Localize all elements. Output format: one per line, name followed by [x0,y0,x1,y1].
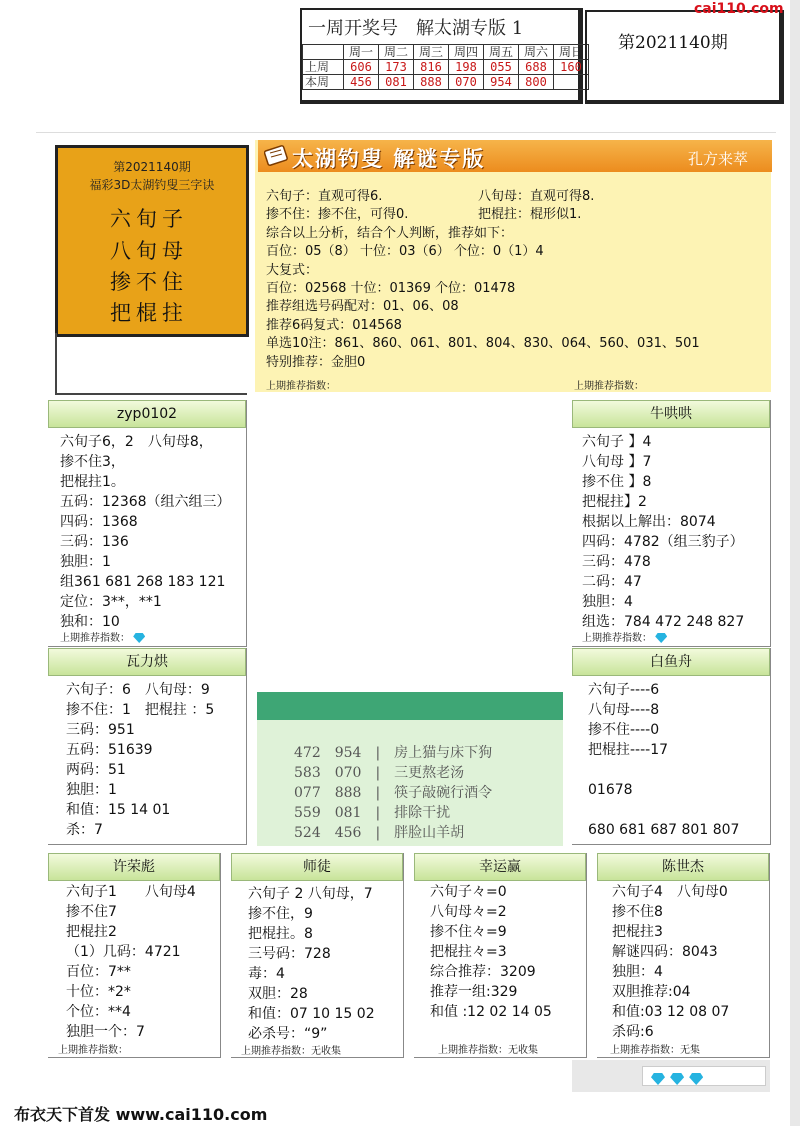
tip-line: 独和：10 [60,614,120,630]
analysis-line: 八旬母：直观可得8. [478,189,595,204]
poem-card-frame [55,333,247,395]
tip-line: 和值：07 10 15 02 [248,1006,375,1022]
prev-index-label: 上期推荐指数： [60,633,130,644]
box-niuhonghong-content [582,432,744,632]
tip-line [588,760,739,780]
draw-number [554,75,589,90]
tip-line: 独胆：1 [66,782,117,798]
poem-verse: 把棍拄 [110,301,188,325]
tip-line: 八旬母 】7 [582,454,652,470]
tip-line: 把棍拄2 [66,924,117,940]
diamond-icon [670,1073,684,1085]
tip-line: 掺不住7 [66,904,117,920]
tip-line: 推荐一组:329 [430,984,518,1000]
prev-index-label: 上期推荐指数： [266,381,336,392]
tip-line: 八旬母々=2 [430,904,507,920]
prev-index-label: 上期推荐指数：无收集 [241,1046,341,1057]
box-title: 白鱼舟 [572,648,770,676]
tip-line: 把棍拄】2 [582,494,647,510]
tip-line: 六旬子 2 八旬母，7 [248,886,373,902]
divider [36,132,776,133]
tip-line: 掺不住8 [612,904,663,920]
tip-line: 三号码：728 [248,946,331,962]
tip-line: 六旬子4 八旬母0 [612,884,728,900]
riddle-history-line: 472 954 | 房上猫与床下狗 [294,745,493,761]
box-chenshijie-content [612,882,729,1042]
tip-line: 杀码:6 [612,1024,654,1040]
tip-line: 五码：51639 [66,742,153,758]
tip-line: 两码：51 [66,762,126,778]
box-shitu-content [248,884,375,1044]
footer-credit[interactable]: 布衣天下首发 www.cai110.com [14,1105,268,1124]
riddle-header-bar [257,692,563,720]
analysis-line: 单选10注：861、860、061、801、804、830、064、560、031、501 [266,336,700,351]
poem-card-period: 第2021140期 [113,160,191,174]
prev-index-label: 上期推荐指数：无集 [610,1045,700,1056]
box-title: 师徒 [231,853,403,881]
analysis-line: 把棍拄：棍形似1. [478,207,582,222]
riddle-history-line: 077 888 | 筷子敲碗行酒令 [294,785,493,801]
prev-index-label: 上期推荐指数： [582,633,652,644]
day-header: 周日 [554,45,589,60]
analysis-line: 推荐6码复式：014568 [266,318,402,333]
diamond-rating [642,1066,766,1086]
tip-line: 独胆一个：7 [66,1024,145,1040]
tip-line: 三码：136 [60,534,129,550]
analysis-line: 推荐组选号码配对：01、06、08 [266,299,459,314]
day-header: 周五 [484,45,519,60]
tip-line: 把棍拄----17 [588,742,669,758]
tip-line: 毒：4 [248,966,285,982]
tip-line: 680 681 687 801 807 [588,822,740,838]
tip-line: （1）几码：4721 [66,944,181,960]
table-row [303,60,589,75]
box-baiyuzhou-content [588,680,739,840]
poem-card-subtitle: 福彩3D太湖钓叟三字诀 [89,178,215,192]
tip-line: 把棍拄1。 [60,474,125,490]
draw-number: 688 [519,60,554,75]
table-row [303,75,589,90]
riddle-history-line: 559 081 | 排除干扰 [294,805,451,821]
tip-line: 三码：478 [582,554,651,570]
box-walihong-content [66,680,214,840]
tip-line: 十位：*2* [66,984,131,1000]
tip-line: 独胆：4 [612,964,663,980]
tip-line: 和值:03 12 08 07 [612,1004,730,1020]
prev-index-label: 上期推荐指数： [58,1045,128,1056]
prev-index-label: 上期推荐指数： [574,381,644,392]
box-zyp0102-content [60,432,231,632]
draw-number: 456 [344,75,379,90]
day-header: 周一 [344,45,379,60]
draw-number: 816 [414,60,449,75]
analysis-line: 大复式： [266,263,319,278]
analysis-line: 特别推荐：金胆0 [266,355,366,370]
draw-number: 081 [379,75,414,90]
tip-line: 根据以上解出：8074 [582,514,716,530]
tip-line: 解谜四码：8043 [612,944,718,960]
tip-line: 四码：4782（组三豹子） [582,534,744,550]
scroll-icon [264,144,290,168]
tip-line: 六旬子 】4 [582,434,652,450]
analysis-line: 百位：05（8） 十位：03（6） 个位：0（1）4 [266,244,544,259]
tip-line: 五码：12368（组六组三） [60,494,231,510]
tip-line: 独胆：4 [582,594,633,610]
tip-line: 01678 [588,782,633,798]
box-title: 陈世杰 [597,853,769,881]
tip-line: 把棍拄々=3 [430,944,507,960]
tip-line: 六旬子6，2 八旬母8， [60,434,213,450]
tip-line: 掺不住々=9 [430,924,507,940]
right-edge-strip [790,0,800,1126]
draw-number: 070 [449,75,484,90]
draw-number: 055 [484,60,519,75]
diamond-icon [655,633,667,643]
prev-index-row [582,629,667,644]
tip-line: 和值 :12 02 14 05 [430,1004,552,1020]
draw-number: 954 [484,75,519,90]
tip-line: 掺不住----0 [588,722,660,738]
last-week-label: 上周 [303,60,344,75]
tip-line: 掺不住3， [60,454,125,470]
box-xurongbiao-content [66,882,196,1042]
tip-line: 定位：3**，**1 [60,594,162,610]
box-title: 幸运赢 [414,853,586,881]
period-frame [585,10,784,104]
analysis-line: 掺不住：掺不住，可得0. [266,207,409,222]
tip-line: 六旬子----6 [588,682,660,698]
table-row [303,45,589,60]
weekly-results-table [302,44,589,90]
diamond-icon [651,1073,665,1085]
prev-index-row [60,629,145,644]
box-title: 许荣彪 [48,853,220,881]
tip-line [588,800,739,820]
day-header: 周四 [449,45,484,60]
tip-line: 二码：47 [582,574,642,590]
site-logo[interactable]: cai110.com [694,1,784,17]
draw-number: 606 [344,60,379,75]
tip-line: 六旬子：6 八旬母：9 [66,682,210,698]
day-header: 周六 [519,45,554,60]
tip-line: 综合推荐：3209 [430,964,536,980]
tip-line: 独胆：1 [60,554,111,570]
tip-line: 掺不住，9 [248,906,313,922]
diamond-icon [689,1073,703,1085]
tip-line: 六旬子々=0 [430,884,507,900]
riddle-history-line: 524 456 | 胖脸山羊胡 [294,825,465,841]
tip-line: 组361 681 268 183 121 [60,574,226,590]
poem-verse: 掺不住 [110,270,188,294]
analysis-line: 综合以上分析，结合个人判断，推荐如下： [266,226,514,241]
tip-line: 个位：**4 [66,1004,131,1020]
tip-line: 双胆：28 [248,986,308,1002]
analysis-line: 六旬子：直观可得6. [266,189,383,204]
prev-index-label: 上期推荐指数：无收集 [438,1045,538,1056]
tip-line: 把棍拄。8 [248,926,313,942]
draw-number: 198 [449,60,484,75]
tip-line: 杀：7 [66,822,103,838]
tip-line: 六旬子1 八旬母4 [66,884,196,900]
diamond-icon [133,633,145,643]
tip-line: 双胆推荐:04 [612,984,691,1000]
weekly-results-title: 一周开奖号 解太湖专版 1 [308,18,524,39]
box-title: 牛哄哄 [572,400,770,428]
poem-verse: 六旬子 [110,207,188,231]
day-header: 周二 [379,45,414,60]
tip-line: 百位：7** [66,964,131,980]
draw-number: 888 [414,75,449,90]
poem-verse: 八旬母 [110,239,188,263]
riddle-history-line: 583 070 | 三更熬老汤 [294,765,465,781]
box-title: zyp0102 [48,400,246,428]
main-panel-title: 太湖钓叟 解谜专版 [292,146,486,171]
main-panel-author: 孔方来萃 [688,150,749,168]
tip-line: 三码：951 [66,722,135,738]
tip-line: 把棍拄3 [612,924,663,940]
tip-line: 必杀号：“9” [248,1026,328,1042]
this-week-label: 本周 [303,75,344,90]
tip-line: 八旬母----8 [588,702,660,718]
box-xingyunying-content [430,882,552,1022]
draw-number: 160 [554,60,589,75]
draw-number: 173 [379,60,414,75]
day-header: 周三 [414,45,449,60]
draw-number: 800 [519,75,554,90]
tip-line: 组选：784 472 248 827 [582,614,745,630]
tip-line: 掺不住 】8 [582,474,652,490]
box-title: 瓦力烘 [48,648,246,676]
tip-line: 掺不住：1 把棍拄 ：5 [66,702,215,718]
tip-line: 和值：15 14 01 [66,802,171,818]
period-label: 第2021140期 [618,33,728,53]
analysis-line: 百位：02568 十位：01369 个位：01478 [266,281,516,296]
tip-line: 四码：1368 [60,514,138,530]
